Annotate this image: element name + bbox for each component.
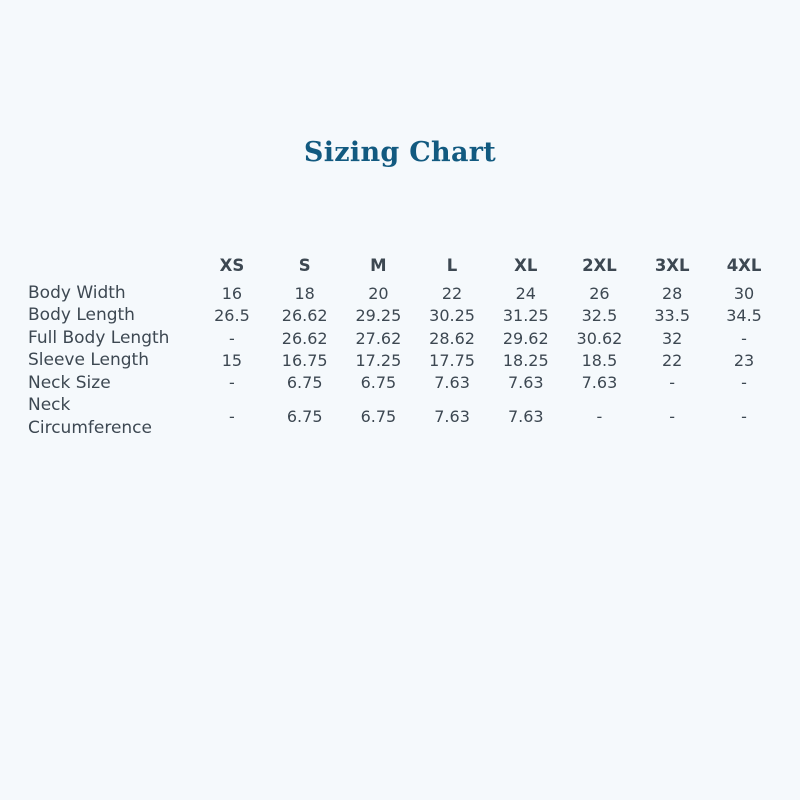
cell-sleeve-length-xs: 15 bbox=[221, 351, 243, 371]
cell-body-length-xl: 31.25 bbox=[502, 306, 549, 326]
row-label-body-width: Body Width bbox=[28, 283, 126, 303]
page-title: Sizing Chart bbox=[303, 137, 497, 168]
cell-neck-circumference-2xl: - bbox=[596, 407, 603, 427]
cell-neck-circumference-3xl: - bbox=[669, 407, 676, 427]
column-header-4xl: 4XL bbox=[726, 255, 762, 275]
cell-sleeve-length-3xl: 22 bbox=[662, 351, 683, 371]
table-row bbox=[28, 282, 780, 304]
column-header-2xl: 2XL bbox=[582, 255, 617, 275]
sizing-table bbox=[28, 248, 780, 439]
cell-neck-size-s: 6.75 bbox=[286, 373, 323, 393]
cell-sleeve-length-xl: 18.25 bbox=[502, 351, 549, 371]
table-header-row bbox=[28, 248, 780, 282]
cell-neck-circumference-xl: 7.63 bbox=[507, 407, 544, 427]
cell-neck-circumference-l: 7.63 bbox=[434, 407, 470, 427]
table-corner-cell bbox=[28, 248, 196, 282]
cell-body-width-xl: 24 bbox=[515, 283, 536, 303]
cell-sleeve-length-2xl: 18.5 bbox=[581, 351, 618, 371]
cell-body-length-xs: 26.5 bbox=[214, 306, 250, 326]
cell-body-length-l: 30.25 bbox=[429, 306, 475, 326]
cell-sleeve-length-l: 17.75 bbox=[429, 351, 475, 371]
cell-sleeve-length-s: 16.75 bbox=[281, 351, 328, 371]
cell-neck-size-xl: 7.63 bbox=[507, 373, 544, 393]
cell-full-body-length-4xl: - bbox=[741, 328, 747, 348]
cell-neck-circumference-4xl: - bbox=[741, 407, 747, 427]
cell-neck-size-3xl: - bbox=[669, 373, 676, 393]
cell-body-width-xs: 16 bbox=[221, 283, 243, 303]
table-header bbox=[28, 248, 780, 282]
cell-neck-size-l: 7.63 bbox=[434, 373, 470, 393]
column-header-xs: XS bbox=[219, 255, 245, 275]
cell-neck-circumference-xs: - bbox=[229, 407, 235, 427]
table-row bbox=[28, 394, 780, 439]
cell-body-width-3xl: 28 bbox=[662, 283, 683, 303]
cell-body-length-2xl: 32.5 bbox=[581, 306, 618, 326]
cell-full-body-length-m: 27.62 bbox=[355, 328, 402, 348]
cell-body-length-s: 26.62 bbox=[281, 306, 328, 326]
row-label-full-body-length: Full Body Length bbox=[28, 327, 170, 348]
cell-full-body-length-3xl: 32 bbox=[662, 328, 683, 348]
cell-neck-circumference-m: 6.75 bbox=[360, 407, 397, 427]
cell-body-width-4xl: 30 bbox=[733, 283, 755, 303]
cell-sleeve-length-m: 17.25 bbox=[355, 351, 402, 371]
table-row bbox=[28, 327, 780, 349]
cell-body-length-3xl: 33.5 bbox=[654, 306, 690, 326]
column-header-m: M bbox=[370, 255, 387, 275]
cell-full-body-length-2xl: 30.62 bbox=[576, 328, 623, 348]
column-header-s: S bbox=[298, 255, 311, 275]
table-row bbox=[28, 304, 780, 326]
column-header-l: L bbox=[446, 255, 458, 275]
table-row bbox=[28, 372, 780, 394]
cell-neck-size-xs: - bbox=[229, 373, 235, 393]
row-label-body-length: Body Length bbox=[28, 305, 135, 326]
row-label-neck-size: Neck Size bbox=[28, 372, 111, 393]
cell-body-width-s: 18 bbox=[294, 283, 315, 303]
table-body bbox=[28, 282, 780, 439]
cell-body-width-m: 20 bbox=[368, 283, 389, 303]
cell-sleeve-length-4xl: 23 bbox=[733, 351, 755, 371]
cell-full-body-length-xs: - bbox=[229, 328, 235, 348]
row-label-neck-circumference: Neck Circumference bbox=[28, 395, 152, 438]
table-row bbox=[28, 349, 780, 371]
column-header-3xl: 3XL bbox=[654, 255, 690, 275]
cell-neck-size-2xl: 7.63 bbox=[581, 373, 618, 393]
cell-body-length-m: 29.25 bbox=[355, 306, 402, 326]
cell-full-body-length-xl: 29.62 bbox=[502, 328, 549, 348]
cell-full-body-length-s: 26.62 bbox=[281, 328, 328, 348]
cell-neck-size-4xl: - bbox=[741, 373, 747, 393]
cell-neck-circumference-s: 6.75 bbox=[286, 407, 323, 427]
cell-full-body-length-l: 28.62 bbox=[429, 328, 475, 348]
cell-body-width-l: 22 bbox=[441, 283, 463, 303]
row-label-sleeve-length: Sleeve Length bbox=[28, 350, 149, 371]
cell-neck-size-m: 6.75 bbox=[360, 373, 397, 393]
column-header-xl: XL bbox=[514, 255, 538, 275]
cell-body-length-4xl: 34.5 bbox=[726, 306, 762, 326]
cell-body-width-2xl: 26 bbox=[589, 283, 610, 303]
